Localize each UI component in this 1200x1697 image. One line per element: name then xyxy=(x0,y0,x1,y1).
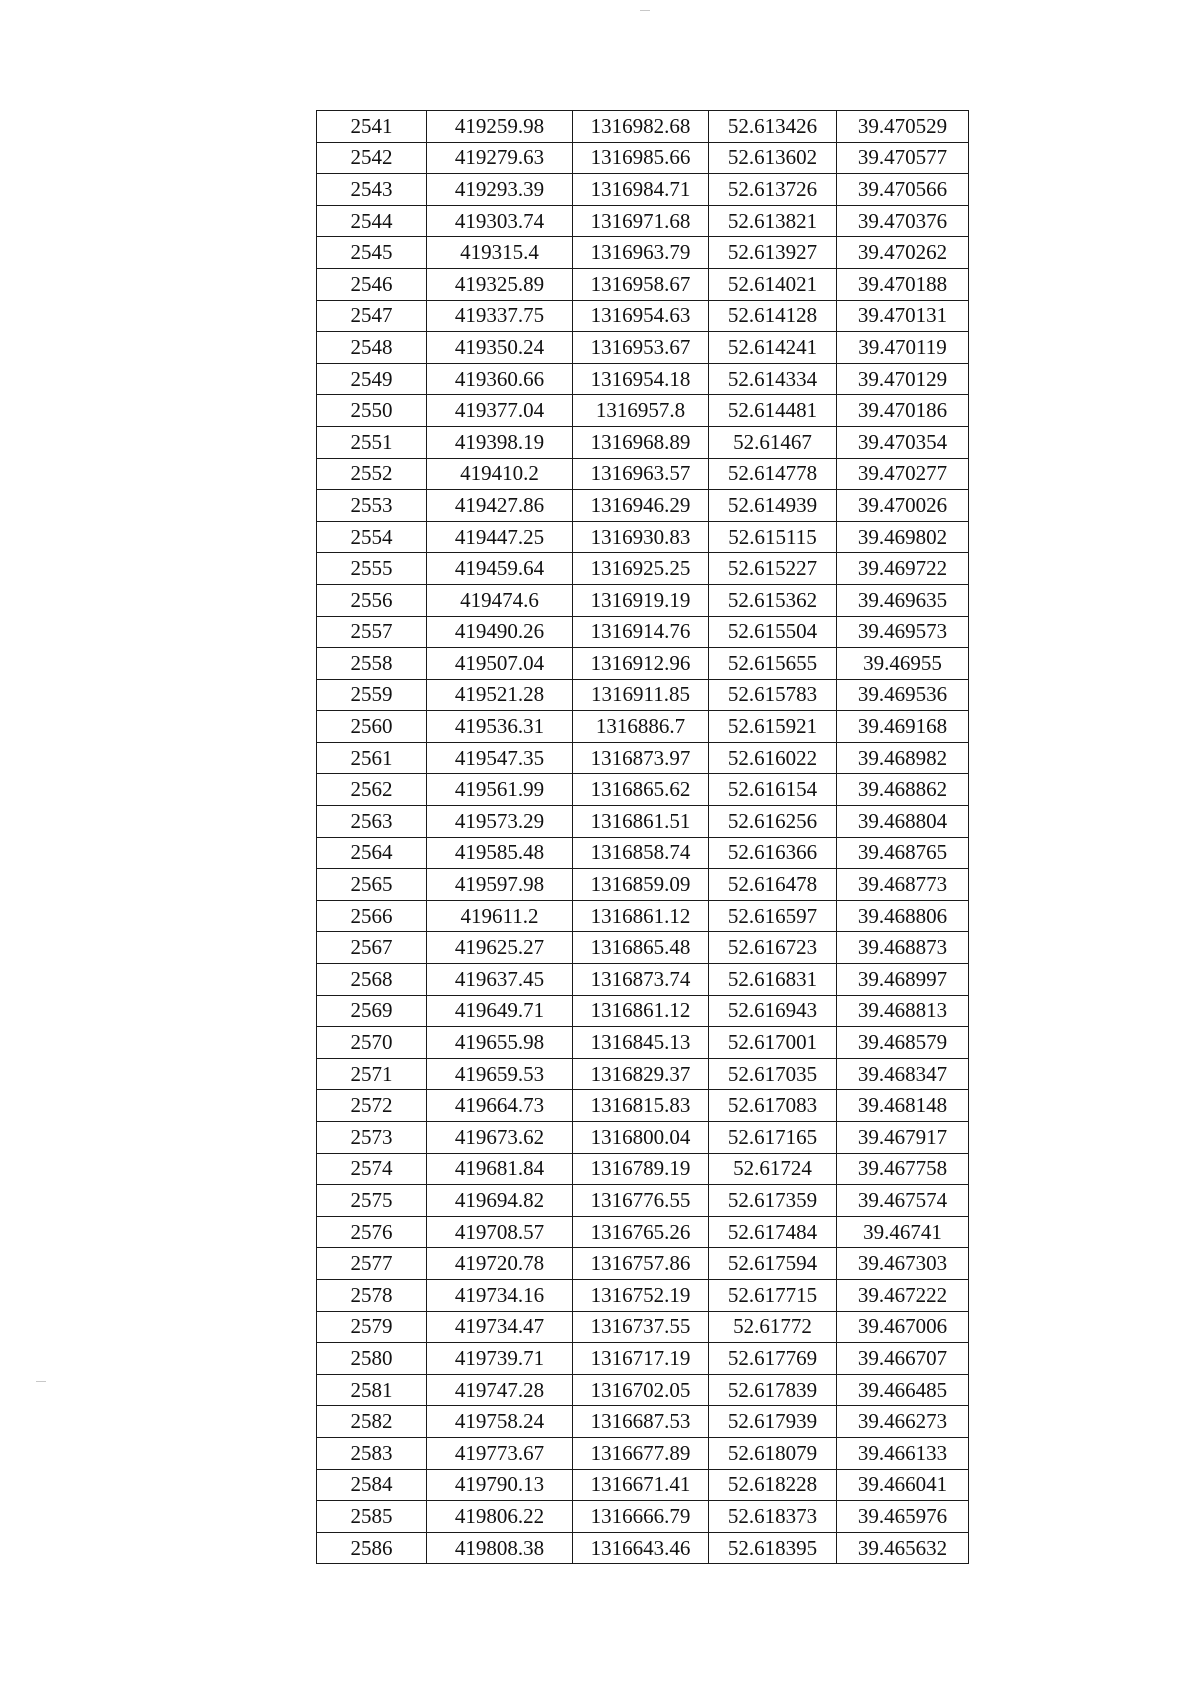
point-number-cell: 2585 xyxy=(317,1501,427,1533)
point-number-cell: 2583 xyxy=(317,1437,427,1469)
table-row xyxy=(317,1374,969,1406)
y-coordinate-cell: 1316861.51 xyxy=(573,806,709,838)
y-coordinate-cell: 1316789.19 xyxy=(573,1153,709,1185)
latitude-cell: 52.614334 xyxy=(709,363,837,395)
x-coordinate-cell: 419350.24 xyxy=(427,332,573,364)
longitude-cell: 39.469722 xyxy=(837,553,969,585)
longitude-cell: 39.470354 xyxy=(837,426,969,458)
table-row xyxy=(317,837,969,869)
table-row xyxy=(317,1248,969,1280)
point-number-cell: 2546 xyxy=(317,268,427,300)
table-row xyxy=(317,1532,969,1564)
latitude-cell: 52.615783 xyxy=(709,679,837,711)
y-coordinate-cell: 1316954.63 xyxy=(573,300,709,332)
x-coordinate-cell: 419720.78 xyxy=(427,1248,573,1280)
table-row xyxy=(317,964,969,996)
table-row xyxy=(317,932,969,964)
y-coordinate-cell: 1316666.79 xyxy=(573,1501,709,1533)
x-coordinate-cell: 419474.6 xyxy=(427,584,573,616)
table-row xyxy=(317,363,969,395)
point-number-cell: 2586 xyxy=(317,1532,427,1564)
longitude-cell: 39.468765 xyxy=(837,837,969,869)
x-coordinate-cell: 419637.45 xyxy=(427,964,573,996)
y-coordinate-cell: 1316859.09 xyxy=(573,869,709,901)
longitude-cell: 39.470188 xyxy=(837,268,969,300)
y-coordinate-cell: 1316800.04 xyxy=(573,1122,709,1154)
point-number-cell: 2577 xyxy=(317,1248,427,1280)
table-row xyxy=(317,237,969,269)
latitude-cell: 52.61467 xyxy=(709,426,837,458)
table-row xyxy=(317,679,969,711)
table-row xyxy=(317,1311,969,1343)
table-row xyxy=(317,869,969,901)
table-row xyxy=(317,111,969,143)
table-row xyxy=(317,995,969,1027)
longitude-cell: 39.470376 xyxy=(837,205,969,237)
latitude-cell: 52.618079 xyxy=(709,1437,837,1469)
x-coordinate-cell: 419585.48 xyxy=(427,837,573,869)
longitude-cell: 39.468806 xyxy=(837,900,969,932)
longitude-cell: 39.468804 xyxy=(837,806,969,838)
x-coordinate-cell: 419806.22 xyxy=(427,1501,573,1533)
longitude-cell: 39.466273 xyxy=(837,1406,969,1438)
latitude-cell: 52.615362 xyxy=(709,584,837,616)
x-coordinate-cell: 419739.71 xyxy=(427,1343,573,1375)
table-row xyxy=(317,711,969,743)
point-number-cell: 2580 xyxy=(317,1343,427,1375)
y-coordinate-cell: 1316702.05 xyxy=(573,1374,709,1406)
x-coordinate-cell: 419681.84 xyxy=(427,1153,573,1185)
y-coordinate-cell: 1316982.68 xyxy=(573,111,709,143)
y-coordinate-cell: 1316946.29 xyxy=(573,490,709,522)
x-coordinate-cell: 419447.25 xyxy=(427,521,573,553)
table-row xyxy=(317,142,969,174)
y-coordinate-cell: 1316957.8 xyxy=(573,395,709,427)
point-number-cell: 2552 xyxy=(317,458,427,490)
latitude-cell: 52.613602 xyxy=(709,142,837,174)
longitude-cell: 39.466041 xyxy=(837,1469,969,1501)
latitude-cell: 52.617715 xyxy=(709,1279,837,1311)
table-row xyxy=(317,300,969,332)
y-coordinate-cell: 1316985.66 xyxy=(573,142,709,174)
x-coordinate-cell: 419790.13 xyxy=(427,1469,573,1501)
latitude-cell: 52.613426 xyxy=(709,111,837,143)
point-number-cell: 2581 xyxy=(317,1374,427,1406)
point-number-cell: 2547 xyxy=(317,300,427,332)
latitude-cell: 52.617939 xyxy=(709,1406,837,1438)
longitude-cell: 39.46741 xyxy=(837,1216,969,1248)
point-number-cell: 2541 xyxy=(317,111,427,143)
point-number-cell: 2578 xyxy=(317,1279,427,1311)
longitude-cell: 39.469536 xyxy=(837,679,969,711)
latitude-cell: 52.615655 xyxy=(709,648,837,680)
x-coordinate-cell: 419490.26 xyxy=(427,616,573,648)
y-coordinate-cell: 1316765.26 xyxy=(573,1216,709,1248)
longitude-cell: 39.46955 xyxy=(837,648,969,680)
longitude-cell: 39.469635 xyxy=(837,584,969,616)
table-row xyxy=(317,584,969,616)
y-coordinate-cell: 1316815.83 xyxy=(573,1090,709,1122)
y-coordinate-cell: 1316930.83 xyxy=(573,521,709,553)
latitude-cell: 52.616597 xyxy=(709,900,837,932)
scan-mark-top xyxy=(640,10,650,11)
latitude-cell: 52.613927 xyxy=(709,237,837,269)
x-coordinate-cell: 419659.53 xyxy=(427,1058,573,1090)
longitude-cell: 39.467574 xyxy=(837,1185,969,1217)
table-row xyxy=(317,900,969,932)
x-coordinate-cell: 419694.82 xyxy=(427,1185,573,1217)
point-number-cell: 2548 xyxy=(317,332,427,364)
longitude-cell: 39.470119 xyxy=(837,332,969,364)
x-coordinate-cell: 419597.98 xyxy=(427,869,573,901)
x-coordinate-cell: 419747.28 xyxy=(427,1374,573,1406)
longitude-cell: 39.470577 xyxy=(837,142,969,174)
point-number-cell: 2558 xyxy=(317,648,427,680)
latitude-cell: 52.614241 xyxy=(709,332,837,364)
latitude-cell: 52.617484 xyxy=(709,1216,837,1248)
x-coordinate-cell: 419664.73 xyxy=(427,1090,573,1122)
point-number-cell: 2555 xyxy=(317,553,427,585)
point-number-cell: 2563 xyxy=(317,806,427,838)
x-coordinate-cell: 419293.39 xyxy=(427,174,573,206)
latitude-cell: 52.616256 xyxy=(709,806,837,838)
x-coordinate-cell: 419360.66 xyxy=(427,363,573,395)
point-number-cell: 2575 xyxy=(317,1185,427,1217)
longitude-cell: 39.470131 xyxy=(837,300,969,332)
point-number-cell: 2569 xyxy=(317,995,427,1027)
x-coordinate-cell: 419673.62 xyxy=(427,1122,573,1154)
x-coordinate-cell: 419536.31 xyxy=(427,711,573,743)
table-row xyxy=(317,1185,969,1217)
point-number-cell: 2566 xyxy=(317,900,427,932)
point-number-cell: 2544 xyxy=(317,205,427,237)
longitude-cell: 39.466485 xyxy=(837,1374,969,1406)
point-number-cell: 2572 xyxy=(317,1090,427,1122)
y-coordinate-cell: 1316911.85 xyxy=(573,679,709,711)
latitude-cell: 52.616022 xyxy=(709,742,837,774)
longitude-cell: 39.470026 xyxy=(837,490,969,522)
table-row xyxy=(317,1406,969,1438)
table-row xyxy=(317,1090,969,1122)
x-coordinate-cell: 419611.2 xyxy=(427,900,573,932)
x-coordinate-cell: 419337.75 xyxy=(427,300,573,332)
x-coordinate-cell: 419398.19 xyxy=(427,426,573,458)
table-row xyxy=(317,1343,969,1375)
point-number-cell: 2559 xyxy=(317,679,427,711)
latitude-cell: 52.615921 xyxy=(709,711,837,743)
longitude-cell: 39.469573 xyxy=(837,616,969,648)
x-coordinate-cell: 419377.04 xyxy=(427,395,573,427)
longitude-cell: 39.468997 xyxy=(837,964,969,996)
y-coordinate-cell: 1316861.12 xyxy=(573,900,709,932)
point-number-cell: 2568 xyxy=(317,964,427,996)
y-coordinate-cell: 1316971.68 xyxy=(573,205,709,237)
longitude-cell: 39.465976 xyxy=(837,1501,969,1533)
x-coordinate-cell: 419808.38 xyxy=(427,1532,573,1564)
y-coordinate-cell: 1316737.55 xyxy=(573,1311,709,1343)
point-number-cell: 2582 xyxy=(317,1406,427,1438)
x-coordinate-cell: 419303.74 xyxy=(427,205,573,237)
point-number-cell: 2574 xyxy=(317,1153,427,1185)
table-row xyxy=(317,1058,969,1090)
y-coordinate-cell: 1316865.62 xyxy=(573,774,709,806)
longitude-cell: 39.468773 xyxy=(837,869,969,901)
x-coordinate-cell: 419734.16 xyxy=(427,1279,573,1311)
latitude-cell: 52.617001 xyxy=(709,1027,837,1059)
point-number-cell: 2545 xyxy=(317,237,427,269)
longitude-cell: 39.469802 xyxy=(837,521,969,553)
point-number-cell: 2561 xyxy=(317,742,427,774)
y-coordinate-cell: 1316886.7 xyxy=(573,711,709,743)
x-coordinate-cell: 419279.63 xyxy=(427,142,573,174)
longitude-cell: 39.467222 xyxy=(837,1279,969,1311)
y-coordinate-cell: 1316919.19 xyxy=(573,584,709,616)
longitude-cell: 39.468813 xyxy=(837,995,969,1027)
x-coordinate-cell: 419573.29 xyxy=(427,806,573,838)
longitude-cell: 39.468982 xyxy=(837,742,969,774)
point-number-cell: 2543 xyxy=(317,174,427,206)
table-row xyxy=(317,490,969,522)
table-row xyxy=(317,1279,969,1311)
table-row xyxy=(317,1501,969,1533)
table-row xyxy=(317,521,969,553)
scan-mark-left xyxy=(36,1381,46,1382)
y-coordinate-cell: 1316671.41 xyxy=(573,1469,709,1501)
point-number-cell: 2579 xyxy=(317,1311,427,1343)
longitude-cell: 39.465632 xyxy=(837,1532,969,1564)
latitude-cell: 52.615504 xyxy=(709,616,837,648)
x-coordinate-cell: 419625.27 xyxy=(427,932,573,964)
latitude-cell: 52.613726 xyxy=(709,174,837,206)
latitude-cell: 52.614939 xyxy=(709,490,837,522)
latitude-cell: 52.616154 xyxy=(709,774,837,806)
point-number-cell: 2571 xyxy=(317,1058,427,1090)
longitude-cell: 39.468347 xyxy=(837,1058,969,1090)
point-number-cell: 2565 xyxy=(317,869,427,901)
latitude-cell: 52.617769 xyxy=(709,1343,837,1375)
y-coordinate-cell: 1316858.74 xyxy=(573,837,709,869)
y-coordinate-cell: 1316968.89 xyxy=(573,426,709,458)
y-coordinate-cell: 1316914.76 xyxy=(573,616,709,648)
longitude-cell: 39.466707 xyxy=(837,1343,969,1375)
y-coordinate-cell: 1316829.37 xyxy=(573,1058,709,1090)
table-row xyxy=(317,1027,969,1059)
x-coordinate-cell: 419773.67 xyxy=(427,1437,573,1469)
x-coordinate-cell: 419325.89 xyxy=(427,268,573,300)
table-row xyxy=(317,1469,969,1501)
table-row xyxy=(317,616,969,648)
x-coordinate-cell: 419427.86 xyxy=(427,490,573,522)
longitude-cell: 39.467006 xyxy=(837,1311,969,1343)
y-coordinate-cell: 1316865.48 xyxy=(573,932,709,964)
latitude-cell: 52.615115 xyxy=(709,521,837,553)
longitude-cell: 39.468148 xyxy=(837,1090,969,1122)
longitude-cell: 39.470566 xyxy=(837,174,969,206)
point-number-cell: 2557 xyxy=(317,616,427,648)
x-coordinate-cell: 419259.98 xyxy=(427,111,573,143)
longitude-cell: 39.470186 xyxy=(837,395,969,427)
point-number-cell: 2564 xyxy=(317,837,427,869)
point-number-cell: 2549 xyxy=(317,363,427,395)
table-row xyxy=(317,648,969,680)
y-coordinate-cell: 1316963.79 xyxy=(573,237,709,269)
longitude-cell: 39.467758 xyxy=(837,1153,969,1185)
x-coordinate-cell: 419734.47 xyxy=(427,1311,573,1343)
y-coordinate-cell: 1316963.57 xyxy=(573,458,709,490)
table-row xyxy=(317,553,969,585)
latitude-cell: 52.616831 xyxy=(709,964,837,996)
table-row xyxy=(317,806,969,838)
latitude-cell: 52.61724 xyxy=(709,1153,837,1185)
point-number-cell: 2542 xyxy=(317,142,427,174)
y-coordinate-cell: 1316925.25 xyxy=(573,553,709,585)
latitude-cell: 52.617359 xyxy=(709,1185,837,1217)
x-coordinate-cell: 419410.2 xyxy=(427,458,573,490)
longitude-cell: 39.467303 xyxy=(837,1248,969,1280)
table-body xyxy=(317,111,969,1564)
point-number-cell: 2550 xyxy=(317,395,427,427)
x-coordinate-cell: 419708.57 xyxy=(427,1216,573,1248)
longitude-cell: 39.470129 xyxy=(837,363,969,395)
y-coordinate-cell: 1316912.96 xyxy=(573,648,709,680)
y-coordinate-cell: 1316954.18 xyxy=(573,363,709,395)
table-row xyxy=(317,1153,969,1185)
point-number-cell: 2570 xyxy=(317,1027,427,1059)
point-number-cell: 2573 xyxy=(317,1122,427,1154)
table-row xyxy=(317,742,969,774)
y-coordinate-cell: 1316873.74 xyxy=(573,964,709,996)
point-number-cell: 2556 xyxy=(317,584,427,616)
latitude-cell: 52.614778 xyxy=(709,458,837,490)
table-row xyxy=(317,1122,969,1154)
y-coordinate-cell: 1316873.97 xyxy=(573,742,709,774)
point-number-cell: 2562 xyxy=(317,774,427,806)
latitude-cell: 52.614021 xyxy=(709,268,837,300)
x-coordinate-cell: 419315.4 xyxy=(427,237,573,269)
longitude-cell: 39.468862 xyxy=(837,774,969,806)
longitude-cell: 39.470277 xyxy=(837,458,969,490)
point-number-cell: 2576 xyxy=(317,1216,427,1248)
y-coordinate-cell: 1316643.46 xyxy=(573,1532,709,1564)
longitude-cell: 39.467917 xyxy=(837,1122,969,1154)
longitude-cell: 39.468579 xyxy=(837,1027,969,1059)
latitude-cell: 52.617839 xyxy=(709,1374,837,1406)
y-coordinate-cell: 1316861.12 xyxy=(573,995,709,1027)
y-coordinate-cell: 1316757.86 xyxy=(573,1248,709,1280)
latitude-cell: 52.617083 xyxy=(709,1090,837,1122)
x-coordinate-cell: 419649.71 xyxy=(427,995,573,1027)
table-row xyxy=(317,332,969,364)
longitude-cell: 39.469168 xyxy=(837,711,969,743)
longitude-cell: 39.468873 xyxy=(837,932,969,964)
table-row xyxy=(317,205,969,237)
latitude-cell: 52.614128 xyxy=(709,300,837,332)
y-coordinate-cell: 1316958.67 xyxy=(573,268,709,300)
latitude-cell: 52.616943 xyxy=(709,995,837,1027)
y-coordinate-cell: 1316953.67 xyxy=(573,332,709,364)
coordinates-table xyxy=(316,110,969,1564)
table-row xyxy=(317,458,969,490)
x-coordinate-cell: 419655.98 xyxy=(427,1027,573,1059)
point-number-cell: 2584 xyxy=(317,1469,427,1501)
longitude-cell: 39.470262 xyxy=(837,237,969,269)
longitude-cell: 39.466133 xyxy=(837,1437,969,1469)
point-number-cell: 2551 xyxy=(317,426,427,458)
latitude-cell: 52.617594 xyxy=(709,1248,837,1280)
y-coordinate-cell: 1316717.19 xyxy=(573,1343,709,1375)
point-number-cell: 2567 xyxy=(317,932,427,964)
latitude-cell: 52.617165 xyxy=(709,1122,837,1154)
longitude-cell: 39.470529 xyxy=(837,111,969,143)
latitude-cell: 52.618373 xyxy=(709,1501,837,1533)
table-row xyxy=(317,1437,969,1469)
point-number-cell: 2553 xyxy=(317,490,427,522)
latitude-cell: 52.618228 xyxy=(709,1469,837,1501)
y-coordinate-cell: 1316776.55 xyxy=(573,1185,709,1217)
y-coordinate-cell: 1316677.89 xyxy=(573,1437,709,1469)
x-coordinate-cell: 419561.99 xyxy=(427,774,573,806)
y-coordinate-cell: 1316752.19 xyxy=(573,1279,709,1311)
latitude-cell: 52.616723 xyxy=(709,932,837,964)
x-coordinate-cell: 419521.28 xyxy=(427,679,573,711)
table-row xyxy=(317,1216,969,1248)
point-number-cell: 2560 xyxy=(317,711,427,743)
latitude-cell: 52.613821 xyxy=(709,205,837,237)
point-number-cell: 2554 xyxy=(317,521,427,553)
table-row xyxy=(317,268,969,300)
x-coordinate-cell: 419547.35 xyxy=(427,742,573,774)
x-coordinate-cell: 419507.04 xyxy=(427,648,573,680)
x-coordinate-cell: 419459.64 xyxy=(427,553,573,585)
y-coordinate-cell: 1316845.13 xyxy=(573,1027,709,1059)
latitude-cell: 52.616366 xyxy=(709,837,837,869)
latitude-cell: 52.618395 xyxy=(709,1532,837,1564)
x-coordinate-cell: 419758.24 xyxy=(427,1406,573,1438)
y-coordinate-cell: 1316687.53 xyxy=(573,1406,709,1438)
latitude-cell: 52.614481 xyxy=(709,395,837,427)
y-coordinate-cell: 1316984.71 xyxy=(573,174,709,206)
latitude-cell: 52.615227 xyxy=(709,553,837,585)
latitude-cell: 52.616478 xyxy=(709,869,837,901)
table-row xyxy=(317,774,969,806)
table-row xyxy=(317,395,969,427)
latitude-cell: 52.61772 xyxy=(709,1311,837,1343)
table-row xyxy=(317,426,969,458)
latitude-cell: 52.617035 xyxy=(709,1058,837,1090)
table-row xyxy=(317,174,969,206)
